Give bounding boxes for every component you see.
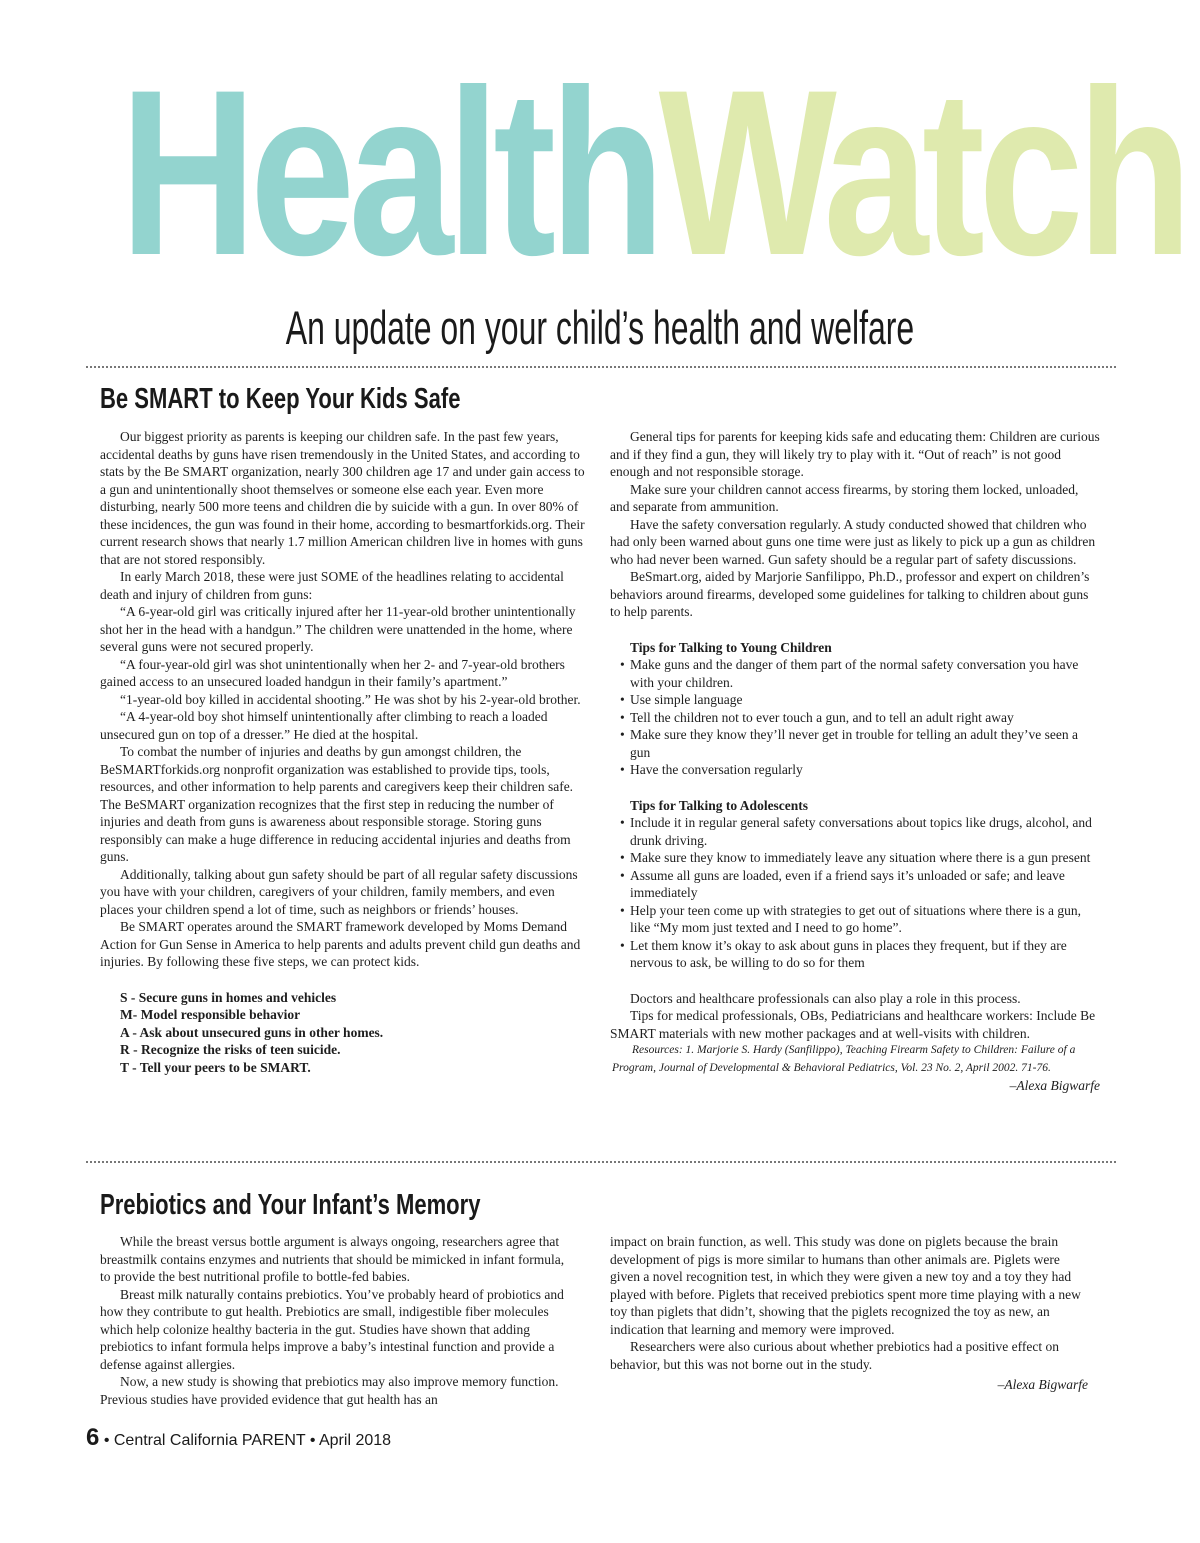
article-1-left-column	[100, 428, 590, 1076]
paragraph: “A four-year-old girl was shot unintentionally when her 2- and 7-year-old brothers gained access to an unsecured loaded handgun in their family’s apartment.”	[100, 656, 565, 689]
adolescents-heading: Tips for Talking to Adolescents	[630, 797, 809, 813]
paragraph: Make sure your children cannot access firearms, by storing them locked, unloaded, and separate from ammunition.	[610, 481, 1079, 514]
paragraph: “A 4-year-old boy shot himself unintentionally after climbing to reach a loaded unsecured gun on top of a dresser.” He died at the hospital.	[100, 709, 548, 742]
paragraph: Breast milk naturally contains prebiotics. You’ve probably heard of probiotics and how they contribute to gut health. Prebiotics are small, indigestible fiber molecules which help colonize healthy bacteria in the gut. Studies have shown that adding prebiotics to infant formula helps improve a baby’s intestinal function and provide a defense against allergies.	[100, 1286, 564, 1372]
resources-citation: Resources: 1. Marjorie S. Hardy (Sanfilippo), Teaching Firearm Safety to Children: Failure of a Program, Journal of Developmental & Behavioral Pediatrics, Vol. 23 No. 2, April 2002. 71-76.	[612, 1044, 1076, 1074]
article-2-right-column	[610, 1233, 1088, 1394]
paragraph: Be SMART operates around the SMART framework developed by Moms Demand Action for Gun Sense in America to help parents and adults prevent child gun deaths and injuries. By following these five steps, we can protect kids.	[100, 919, 581, 969]
smart-step: R - Recognize the risks of teen suicide.	[120, 1042, 341, 1057]
paragraph: Now, a new study is showing that prebiotics may also improve memory function. Previous studies have provided evidence that gut health has an	[100, 1374, 559, 1407]
smart-steps-list	[100, 989, 590, 1077]
article-2-title: Prebiotics and Your Infant’s Memory	[100, 1189, 481, 1221]
section-divider	[86, 1161, 1116, 1163]
article-1-title: Be SMART to Keep Your Kids Safe	[100, 383, 461, 415]
paragraph: Our biggest priority as parents is keeping our children safe. In the past few years, accidental deaths by guns have risen tremendously in the United States, and according to stats by the Be SMART organization, nearly 300 children age 17 and under gain access to a gun and unintentionally shoot themselves or someone else each year. Even more disturbing, nearly 500 more teens and children die by suicide with a gun. In over 80% of these incidences, the gun was found in their home, according to besmartforkids.org. Their current research shows that nearly 1.7 million American children live in homes with guns that are not stored responsibly.	[100, 429, 585, 567]
author-byline: –Alexa Bigwarfe	[997, 1377, 1088, 1392]
list-item: • Assume all guns are loaded, even if a friend says it’s unloaded or safe; and leave immediately	[610, 867, 1100, 902]
paragraph: Doctors and healthcare professionals can also play a role in this process.	[630, 990, 1021, 1006]
issue-date: April 2018	[318, 1432, 392, 1449]
paragraph: In early March 2018, these were just SOME of the headlines relating to accidental death and injury of children from guns:	[100, 569, 564, 602]
paragraph: Have the safety conversation regularly. A study conducted showed that children who had only been warned about guns one time were just as likely to pick up a gun as children who had never been warned. Gun safety should be a regular part of safety discussions.	[610, 516, 1096, 567]
smart-step: S - Secure guns in homes and vehicles	[120, 989, 337, 1005]
paragraph: Tips for medical professionals, OBs, Pediatricians and healthcare workers: Include Be SMART materials with new mother packages and at well-visits with children.	[610, 1008, 1096, 1041]
section-divider	[86, 366, 1116, 368]
paragraph: To combat the number of injuries and deaths by gun amongst children, the BeSMARTforkids.org nonprofit organization was established to provide tips, tools, resources, and other information to help parents and caregivers keep their children safe. The BeSMART organization recognizes that the first step in reducing the number of injuries and death from guns is awareness about responsible storage. Storing guns responsibly can make a huge difference in reducing accidental injuries and deaths from guns.	[100, 744, 574, 864]
paragraph: General tips for parents for keeping kids safe and educating them: Children are curious and if they find a gun, they will likely try to play with it. “Out of reach” is not good enough and not responsible storage.	[610, 429, 1100, 479]
list-item: • Make sure they know to immediately leave any situation where there is a gun present	[610, 849, 1100, 867]
paragraph: Researchers were also curious about whether prebiotics had a positive effect on behavior, but this was not borne out in the study.	[610, 1339, 1059, 1372]
masthead-word-health: Health	[120, 41, 659, 305]
paragraph: impact on brain function, as well. This study was done on piglets because the brain development of pigs is more similar to humans than other animals are. Piglets were given a novel recognition test, in which they were given a new toy and a toy they had played with before. Piglets that received prebiotics spent more time playing with a new toy than piglets that didn’t, showing that the piglets recognized the toy as new, an indication that learning and memory were improved.	[610, 1234, 1081, 1337]
list-item: • Tell the children not to ever touch a gun, and to tell an adult right away	[610, 709, 1100, 727]
publication-name: Central California PARENT	[113, 1432, 306, 1449]
smart-step: M- Model responsible behavior	[120, 1007, 301, 1022]
footer-separator: •	[103, 1432, 110, 1449]
masthead-word-watch: Watch	[658, 41, 1187, 305]
young-children-heading: Tips for Talking to Young Children	[630, 639, 832, 655]
list-item: • Make sure they know they’ll never get in trouble for telling an adult they’ve seen a gun	[610, 726, 1100, 761]
young-children-tips	[610, 656, 1100, 779]
page-footer	[86, 1424, 391, 1452]
list-item: • Make guns and the danger of them part of the normal safety conversation you have with your children.	[610, 656, 1100, 691]
adolescents-tips	[610, 814, 1100, 972]
page-number: 6	[86, 1424, 100, 1451]
smart-step: A - Ask about unsecured guns in other homes.	[120, 1024, 384, 1040]
smart-step: T - Tell your peers to be SMART.	[120, 1059, 311, 1075]
paragraph: “1-year-old boy killed in accidental shooting.” He was shot by his 2-year-old brother.	[120, 691, 581, 707]
article-2-left-column	[100, 1233, 578, 1408]
footer-separator: •	[309, 1432, 316, 1449]
article-1-right-column	[610, 428, 1100, 1095]
paragraph: While the breast versus bottle argument is always ongoing, researchers agree that breastmilk contains enzymes and nutrients that should be mimicked in infant formula, to provide the best nutritional profile to bottle-fed babies.	[100, 1234, 565, 1284]
list-item: • Use simple language	[610, 691, 1100, 709]
paragraph: Additionally, talking about gun safety should be part of all regular safety discussions you have with your children, caregivers of your children, family members, and even places your children spend a lot of time, such as neighbors or friends’ houses.	[100, 866, 578, 917]
list-item: • Help your teen come up with strategies to get out of situations where there is a gun, like “My mom just texted and I need to go home”.	[610, 902, 1100, 937]
list-item: • Include it in regular general safety conversations about topics like drugs, alcohol, and drunk driving.	[610, 814, 1100, 849]
paragraph: “A 6-year-old girl was critically injured after her 11-year-old brother unintentionally shot her in the head with a handgun.” The children were unattended in the home, where several guns were not secured properly.	[100, 604, 576, 654]
paragraph: BeSmart.org, aided by Marjorie Sanfilippo, Ph.D., professor and expert on children’s behaviors around firearms, developed some guidelines for talking to children about guns to help parents.	[610, 569, 1090, 619]
list-item: • Let them know it’s okay to ask about guns in places they frequent, but if they are nervous to ask, be willing to do so for them	[610, 937, 1100, 972]
masthead-title	[120, 41, 1187, 305]
list-item: • Have the conversation regularly	[610, 761, 1100, 779]
masthead-subtitle: An update on your child’s health and welfare	[285, 301, 915, 354]
author-byline: –Alexa Bigwarfe	[1009, 1078, 1100, 1093]
